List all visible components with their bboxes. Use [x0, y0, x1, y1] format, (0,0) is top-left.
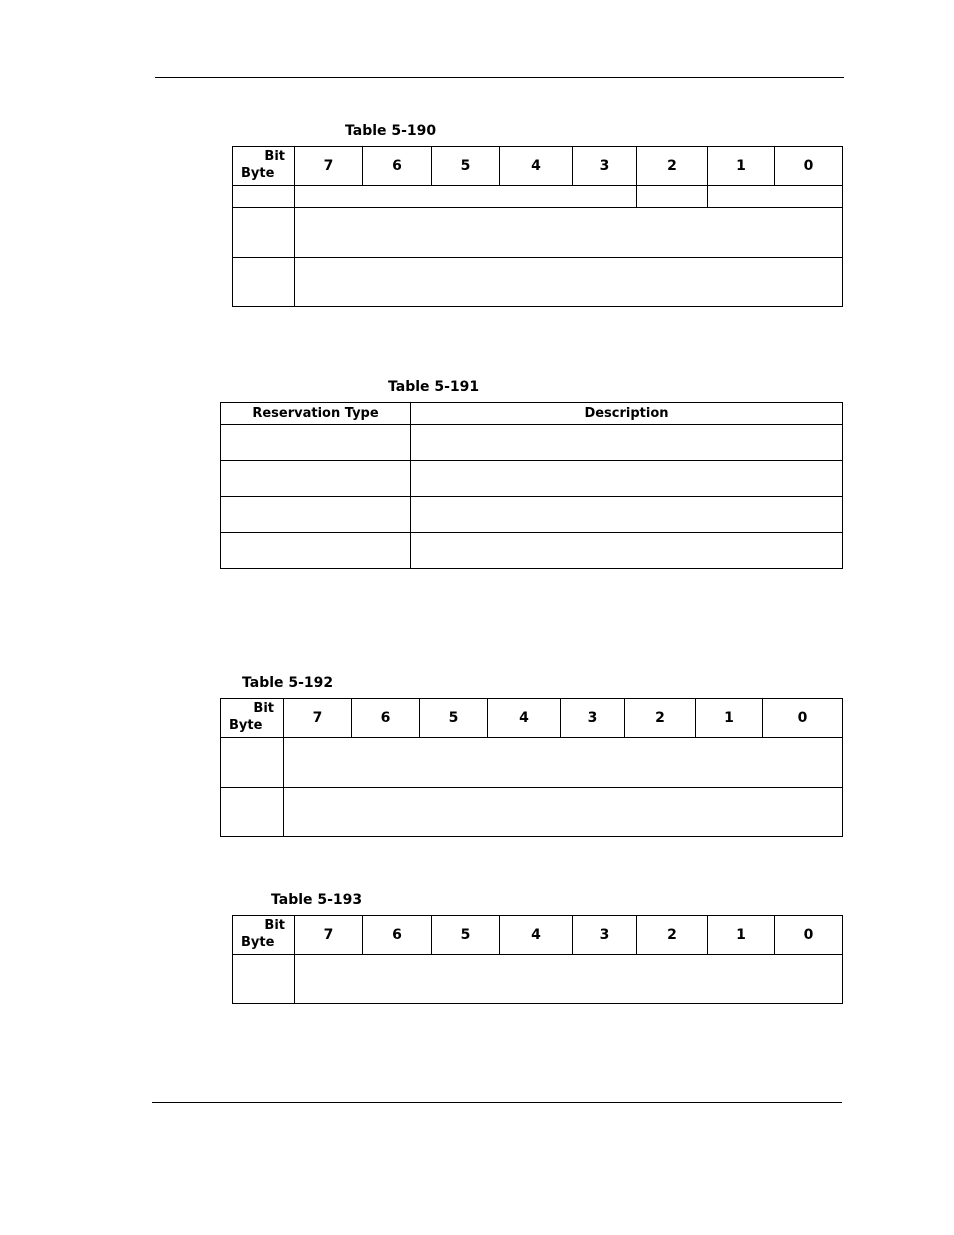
table-caption: Table 5-192 [242, 675, 334, 691]
bit-table-5-192 [220, 698, 843, 837]
table-row [221, 425, 843, 461]
table-cell [221, 425, 411, 461]
field-cell [295, 186, 637, 208]
table-cell [221, 533, 411, 569]
bit-header: 3 [573, 916, 637, 955]
bit-header: 0 [775, 916, 843, 955]
table-row [233, 258, 843, 307]
field-cell [708, 186, 843, 208]
table-row [233, 955, 843, 1004]
table-row [221, 461, 843, 497]
bit-table-5-193 [232, 915, 843, 1004]
bit-header: 6 [363, 916, 432, 955]
byte-cell [233, 258, 295, 307]
table-row [221, 788, 843, 837]
column-header: Reservation Type [221, 403, 411, 425]
field-cell [295, 208, 843, 258]
table-caption: Table 5-190 [345, 123, 437, 139]
field-cell [295, 258, 843, 307]
column-header: Description [411, 403, 843, 425]
bit-header: 4 [500, 916, 573, 955]
table-cell [221, 497, 411, 533]
byte-label: Byte [241, 935, 275, 950]
table-row [221, 533, 843, 569]
bit-header: 7 [284, 699, 352, 738]
reservation-type-table [220, 402, 843, 569]
table-caption: Table 5-193 [271, 892, 363, 908]
bit-byte-header [233, 916, 295, 955]
bit-label: Bit [264, 149, 285, 164]
byte-label: Byte [241, 166, 275, 181]
table-row [221, 497, 843, 533]
table-cell [411, 461, 843, 497]
field-cell [637, 186, 708, 208]
table-row [233, 186, 843, 208]
bit-header: 3 [561, 699, 625, 738]
byte-cell [221, 738, 284, 788]
bit-header: 7 [295, 916, 363, 955]
bit-header: 1 [708, 916, 775, 955]
bit-header: 0 [775, 147, 843, 186]
bit-header: 1 [708, 147, 775, 186]
field-cell [284, 738, 843, 788]
bit-header: 4 [488, 699, 561, 738]
bit-header: 2 [637, 916, 708, 955]
bit-label: Bit [264, 918, 285, 933]
bit-label: Bit [253, 701, 274, 716]
bit-header: 2 [637, 147, 708, 186]
bit-header: 1 [696, 699, 763, 738]
bit-header: 5 [432, 916, 500, 955]
bit-header: 4 [500, 147, 573, 186]
table-cell [411, 425, 843, 461]
table-row [233, 208, 843, 258]
footer-rule [152, 1102, 842, 1103]
field-cell [295, 955, 843, 1004]
bit-header: 0 [763, 699, 843, 738]
bit-byte-header [233, 147, 295, 186]
table-cell [411, 533, 843, 569]
bit-header: 6 [363, 147, 432, 186]
bit-table-5-190 [232, 146, 843, 307]
bit-header: 5 [420, 699, 488, 738]
byte-cell [233, 186, 295, 208]
table-cell [411, 497, 843, 533]
byte-cell [233, 208, 295, 258]
bit-byte-header [221, 699, 284, 738]
bit-header: 3 [573, 147, 637, 186]
field-cell [284, 788, 843, 837]
bit-header: 5 [432, 147, 500, 186]
bit-header: 6 [352, 699, 420, 738]
byte-cell [221, 788, 284, 837]
bit-header: 7 [295, 147, 363, 186]
header-rule [155, 77, 844, 78]
bit-header: 2 [625, 699, 696, 738]
byte-cell [233, 955, 295, 1004]
table-caption: Table 5-191 [388, 379, 480, 395]
byte-label: Byte [229, 718, 263, 733]
table-row [221, 738, 843, 788]
table-cell [221, 461, 411, 497]
